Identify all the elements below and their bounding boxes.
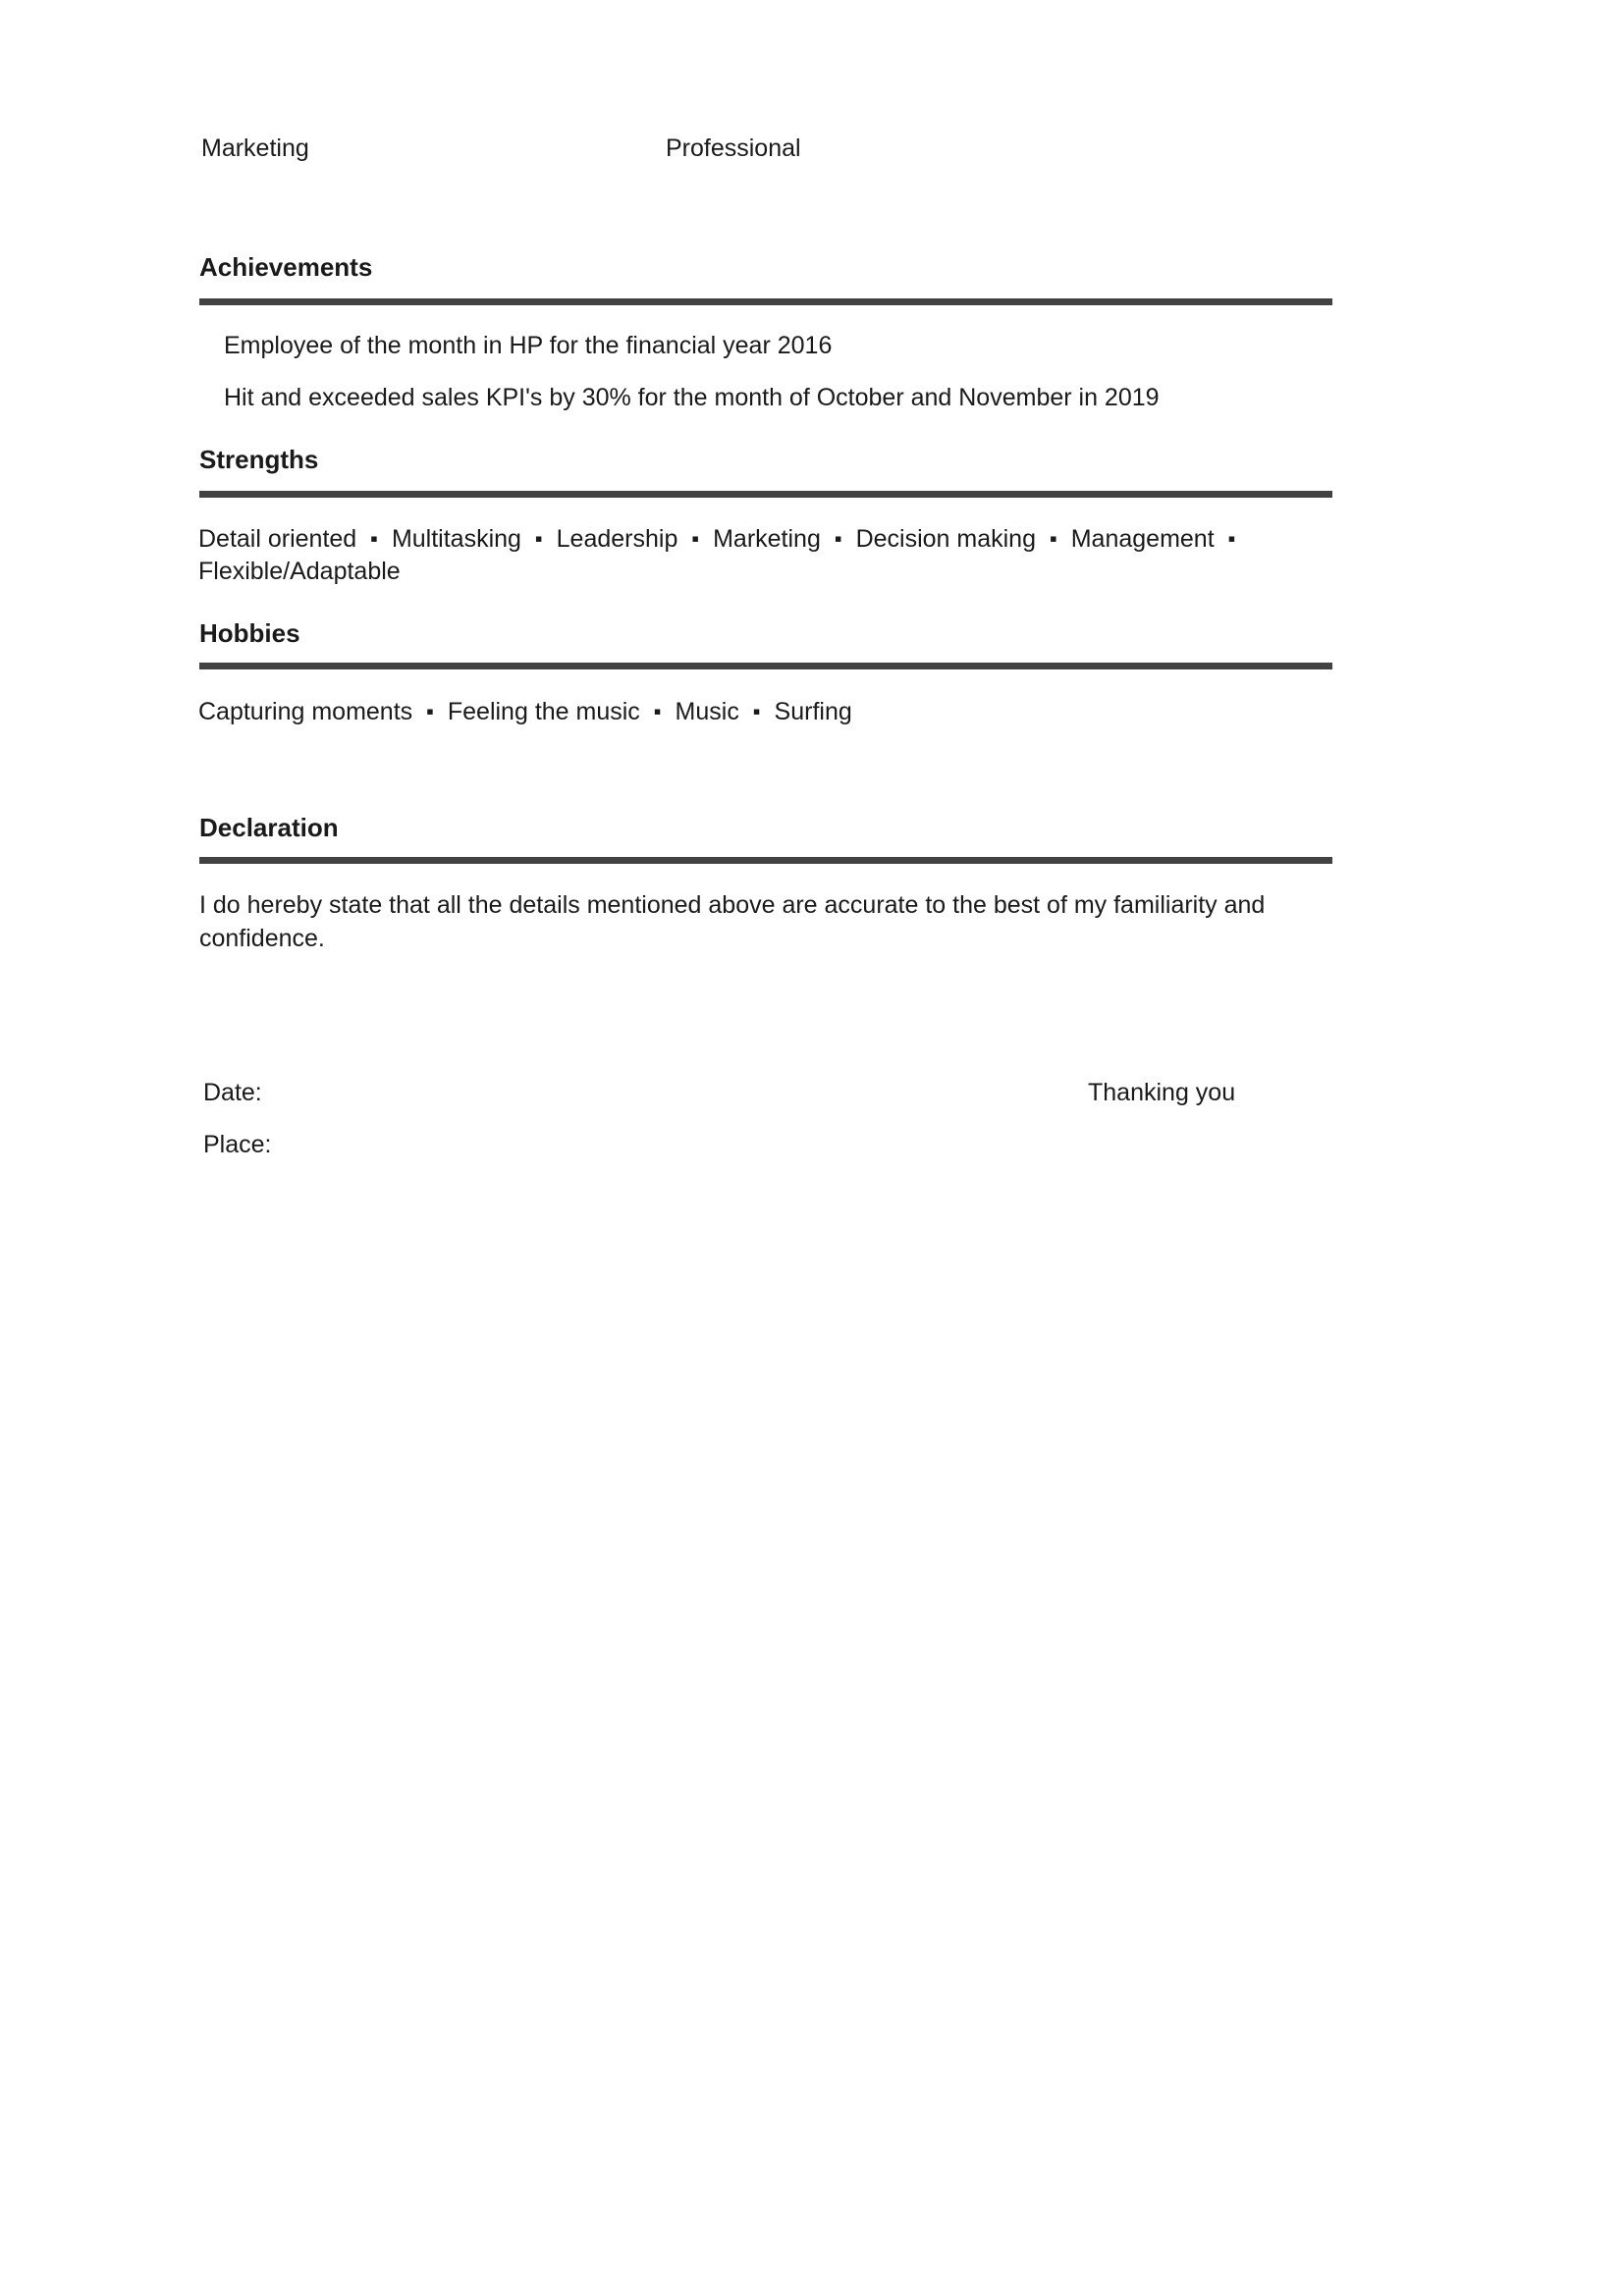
square-bullet-icon: ▪ <box>1227 526 1236 551</box>
place-label: Place: <box>203 1131 272 1158</box>
achievements-divider <box>199 298 1332 305</box>
square-bullet-icon: ▪ <box>653 699 662 723</box>
hobby-item: Capturing moments <box>198 698 413 725</box>
skill-item-professional: Professional <box>666 134 801 162</box>
declaration-heading: Declaration <box>199 813 339 842</box>
achievement-item: Employee of the month in HP for the financial year 2016 <box>224 332 833 359</box>
strength-item: Decision making <box>855 525 1036 553</box>
declaration-divider <box>199 857 1332 864</box>
date-label: Date: <box>203 1079 262 1106</box>
strength-item: Leadership <box>556 525 678 553</box>
strength-item: Multitasking <box>391 525 521 553</box>
achievement-item: Hit and exceeded sales KPI's by 30% for the month of October and November in 2019 <box>224 384 1160 411</box>
strength-item: Marketing <box>713 525 821 553</box>
strengths-heading: Strengths <box>199 445 319 474</box>
hobbies-heading: Hobbies <box>199 618 300 648</box>
square-bullet-icon: ▪ <box>752 699 761 723</box>
square-bullet-icon: ▪ <box>1049 526 1057 551</box>
strength-item: Flexible/Adaptable <box>198 558 401 585</box>
strength-item: Management <box>1070 525 1215 553</box>
strengths-divider <box>199 491 1332 498</box>
declaration-text: I do hereby state that all the details mentioned above are accurate to the best of my familiarity and confidence. <box>199 891 1266 952</box>
hobbies-list <box>198 695 1377 728</box>
square-bullet-icon: ▪ <box>834 526 842 551</box>
square-bullet-icon: ▪ <box>534 526 543 551</box>
hobby-item: Surfing <box>774 698 852 725</box>
strengths-list <box>198 522 1377 588</box>
achievements-heading: Achievements <box>199 252 373 282</box>
hobbies-divider <box>199 663 1332 669</box>
skill-item-marketing: Marketing <box>201 134 309 162</box>
hobby-item: Feeling the music <box>447 698 640 725</box>
thanking-you-text: Thanking you <box>1088 1079 1236 1106</box>
square-bullet-icon: ▪ <box>370 526 378 551</box>
square-bullet-icon: ▪ <box>691 526 700 551</box>
hobby-item: Music <box>675 698 739 725</box>
strength-item: Detail oriented <box>198 525 357 553</box>
square-bullet-icon: ▪ <box>426 699 434 723</box>
